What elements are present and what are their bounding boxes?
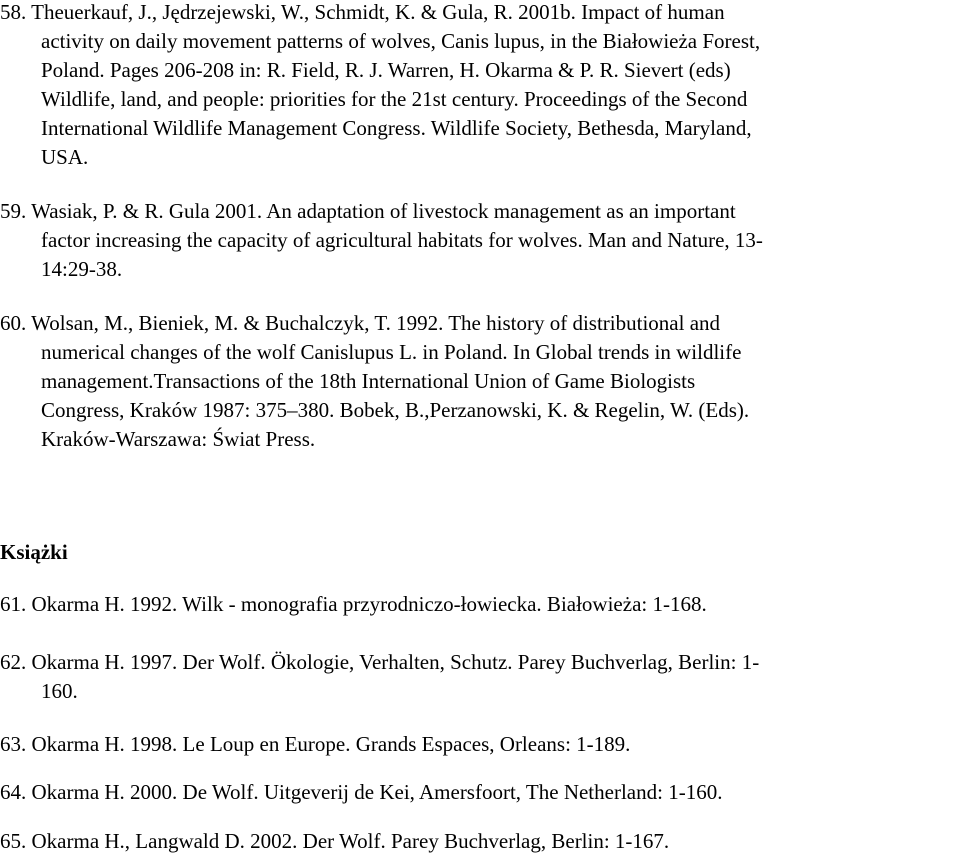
reference-text-line: Congress, Kraków 1987: 375–380. Bobek, B.,Perzanowski, K. & Regelin, W. (Eds). [41, 398, 750, 422]
reference-text-line: 14:29-38. [41, 257, 123, 281]
reference-text-line: Okarma H. 1998. Le Loup en Europe. Grands Espaces, Orleans: 1-189. [31, 732, 631, 756]
reference-text-line: management.Transactions of the 18th International Union of Game Biologists [41, 369, 696, 393]
section-heading: Książki [0, 540, 68, 564]
reference-61 [0, 590, 960, 619]
reference-text-line: activity on daily movement patterns of wolves, Canis lupus, in the Białowieża Forest, [41, 29, 761, 53]
reference-number: 63. [0, 732, 32, 756]
reference-text-line: USA. [41, 145, 89, 169]
reference-text-line: International Wildlife Management Congress. Wildlife Society, Bethesda, Maryland, [41, 116, 752, 140]
reference-text-line: Wildlife, land, and people: priorities for the 21st century. Proceedings of the Second [41, 87, 748, 111]
reference-text-line: Wasiak, P. & R. Gula 2001. An adaptation of livestock management as an important [31, 199, 736, 223]
reference-text-line: numerical changes of the wolf Canislupus L. in Poland. In Global trends in wildlife [41, 340, 742, 364]
reference-text-line: Okarma H. 1997. Der Wolf. Ökologie, Verhalten, Schutz. Parey Buchverlag, Berlin: 1- [31, 650, 760, 674]
reference-59 [0, 197, 960, 284]
reference-65 [0, 827, 960, 856]
reference-58 [0, 0, 960, 172]
reference-text-line: Wolsan, M., Bieniek, M. & Buchalczyk, T. 1992. The history of distributional and [31, 311, 721, 335]
reference-text-line: factor increasing the capacity of agricultural habitats for wolves. Man and Nature, 13- [41, 228, 763, 252]
reference-text-line: Okarma H., Langwald D. 2002. Der Wolf. Parey Buchverlag, Berlin: 1-167. [31, 829, 670, 853]
reference-62 [0, 648, 960, 706]
reference-text-line: Theuerkauf, J., Jędrzejewski, W., Schmidt, K. & Gula, R. 2001b. Impact of human [31, 0, 725, 24]
reference-text-line: Kraków-Warszawa: Świat Press. [41, 427, 316, 451]
reference-number: 61. [0, 592, 32, 616]
reference-number: 64. [0, 780, 32, 804]
reference-63 [0, 730, 960, 759]
reference-number: 59. [0, 199, 32, 223]
reference-64 [0, 778, 960, 807]
reference-text-line: Okarma H. 2000. De Wolf. Uitgeverij de Kei, Amersfoort, The Netherland: 1-160. [31, 780, 723, 804]
reference-number: 62. [0, 650, 32, 674]
reference-text-line: 160. [41, 679, 78, 703]
reference-text-line: Okarma H. 1992. Wilk - monografia przyrodniczo-łowiecka. Białowieża: 1-168. [31, 592, 707, 616]
reference-number: 58. [0, 0, 32, 24]
reference-number: 65. [0, 829, 32, 853]
reference-number: 60. [0, 311, 32, 335]
reference-60 [0, 309, 960, 454]
reference-text-line: Poland. Pages 206-208 in: R. Field, R. J. Warren, H. Okarma & P. R. Sievert (eds) [41, 58, 731, 82]
